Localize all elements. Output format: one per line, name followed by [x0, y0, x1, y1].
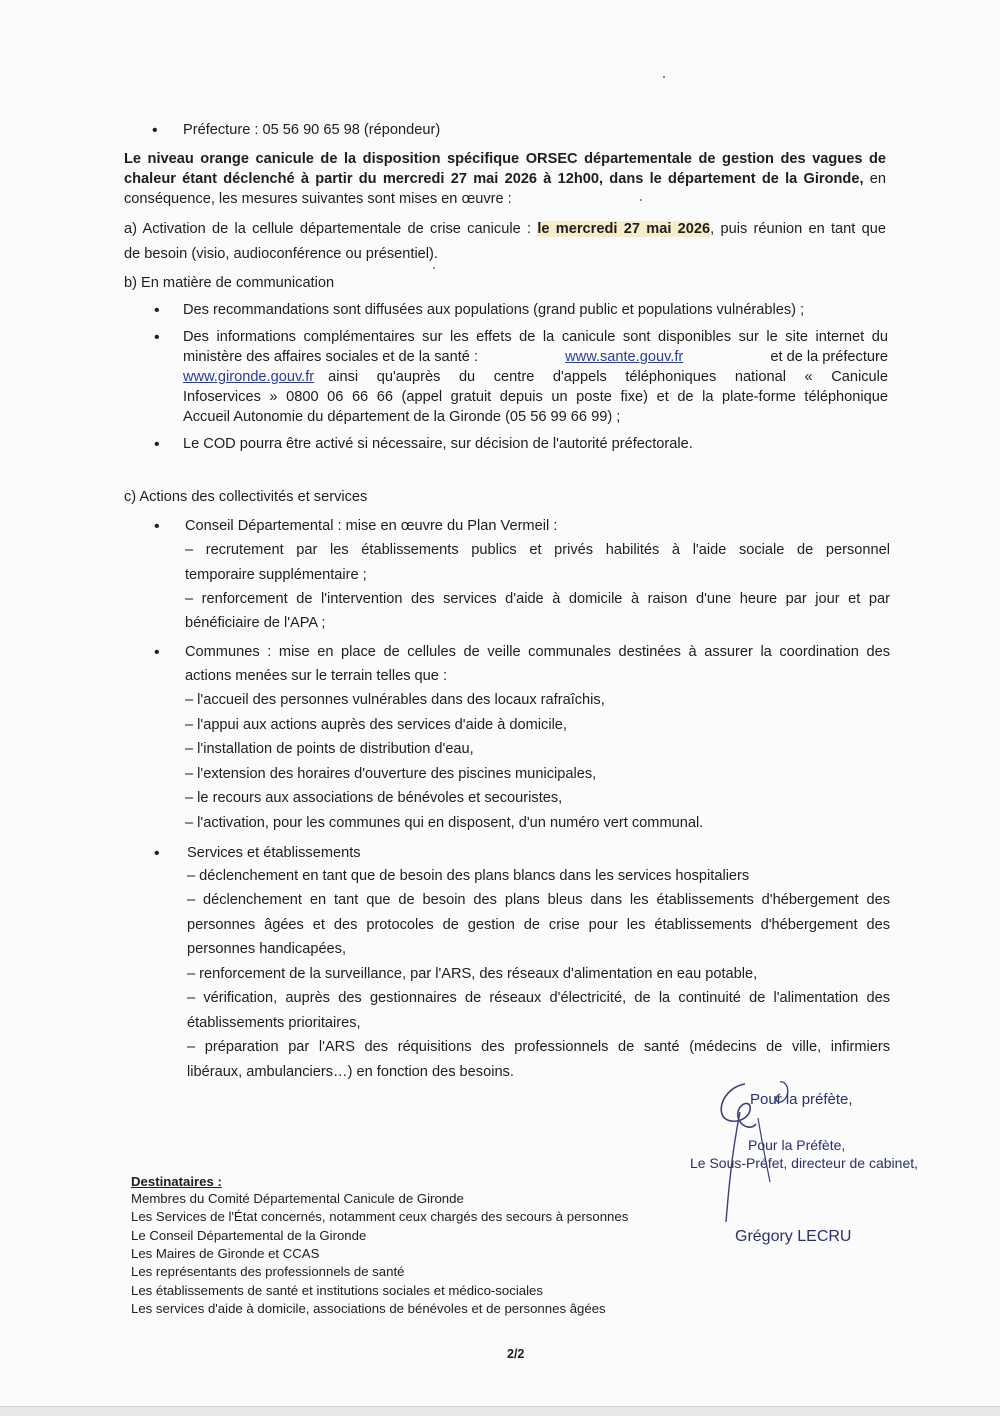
intro-line-2: [124, 169, 886, 189]
scan-speck: [663, 76, 665, 78]
communes-title-line-1: Communes : mise en place de cellules de veille communales destinées à assurer la coordination des: [185, 644, 890, 660]
services-item-2-line-3: personnes handicapées,: [187, 941, 347, 957]
scan-speck: [640, 199, 642, 201]
section-a-line-1: [124, 219, 886, 239]
bullet-icon: •: [154, 644, 160, 661]
section-b-bullet-2-line-4: Infoservices » 0800 06 66 66 (appel gratuit depuis un poste fixe) et de la plate-forme téléphonique: [183, 389, 888, 405]
page-number: 2/2: [507, 1347, 525, 1361]
communes-item: – l'activation, pour les communes qui en disposent, d'un numéro vert communal.: [185, 815, 704, 831]
bullet-icon: •: [154, 329, 160, 346]
signature-handwritten: Pour la préfète,: [750, 1091, 853, 1108]
section-b-bullet-2-line-5: Accueil Autonomie du département de la Gironde (05 56 99 66 99) ;: [183, 409, 621, 425]
intro-line-2-bold: chaleur étant déclenché à partir du mercredi 27 mai 2026 à 12h00, dans le département de la Gironde,: [124, 171, 864, 187]
section-b-bullet-2-line-3: [183, 367, 888, 387]
section-b-bullet-2-line-2: [183, 347, 888, 367]
section-a-prefix: a) Activation de la cellule départementale de crise canicule :: [124, 221, 538, 237]
section-b-heading: b) En matière de communication: [124, 275, 335, 291]
services-item-2-line-2: personnes âgées et des protocoles de gestion de crise pour les établissements d'hébergement des: [187, 917, 890, 933]
signature-line-2: Le Sous-Préfet, directeur de cabinet,: [690, 1155, 919, 1171]
bullet-icon: •: [152, 122, 158, 139]
recipient-item: Les établissements de santé et institutions sociales et médico-sociales: [131, 1283, 543, 1298]
bullet-icon: •: [154, 302, 160, 319]
prefecture-phone: Préfecture : 05 56 90 65 98 (répondeur): [183, 122, 441, 138]
recipient-item: Les Services de l'État concernés, notamment ceux chargés des secours à personnes: [131, 1209, 629, 1224]
communes-item: – l'appui aux actions auprès des services d'aide à domicile,: [185, 717, 567, 733]
services-item-1: – déclenchement en tant que de besoin des plans blancs dans les services hospitaliers: [187, 868, 750, 884]
services-item-5-line-1: – préparation par l'ARS des réquisitions des professionnels de santé (médecins de ville, infirmiers: [187, 1039, 890, 1055]
recipient-item: Les services d'aide à domicile, associations de bénévoles et de personnes âgées: [131, 1301, 606, 1316]
recipient-item: Le Conseil Départemental de la Gironde: [131, 1228, 367, 1243]
section-a-suffix: , puis réunion en tant que: [710, 221, 886, 237]
signature-line-1: Pour la Préfète,: [748, 1137, 846, 1153]
section-b-bullet-1: Des recommandations sont diffusées aux populations (grand public et populations vulnérables) ;: [183, 302, 805, 318]
cd-item-2-line-1: – renforcement de l'intervention des services d'aide à domicile à raison d'une heure par jour et par: [185, 591, 890, 607]
communes-item: – l'extension des horaires d'ouverture des piscines municipales,: [185, 766, 597, 782]
communes-item: – l'installation de points de distribution d'eau,: [185, 741, 474, 757]
intro-line-3: conséquence, les mesures suivantes sont mises en œuvre :: [124, 191, 512, 207]
services-item-4-line-2: établissements prioritaires,: [187, 1015, 361, 1031]
gironde-gouv-link[interactable]: www.gironde.gouv.fr: [183, 369, 315, 385]
section-a-line-2: de besoin (visio, audioconférence ou présentiel).: [124, 246, 438, 262]
communes-item: – l'accueil des personnes vulnérables dans des locaux rafraîchis,: [185, 692, 605, 708]
bullet-icon: •: [154, 518, 160, 535]
section-c-heading: c) Actions des collectivités et services: [124, 489, 368, 505]
cd-item-1-line-1: – recrutement par les établissements publics et privés habilités à l'aide sociale de personnel: [185, 542, 890, 558]
recipient-item: Les Maires de Gironde et CCAS: [131, 1246, 320, 1261]
call-center-text: ainsi qu'auprès du centre d'appels téléphoniques national « Canicule: [328, 369, 888, 385]
intro-line-2-rest: en: [863, 171, 887, 187]
services-title: Services et établissements: [187, 845, 361, 861]
cd-item-2-line-2: bénéficiaire de l'APA ;: [185, 615, 326, 631]
recipient-item: Membres du Comité Départemental Canicule de Gironde: [131, 1191, 464, 1206]
communes-item: – le recours aux associations de bénévoles et secouristes,: [185, 790, 563, 806]
section-b-bullet-3: Le COD pourra être activé si nécessaire, sur décision de l'autorité préfectorale.: [183, 436, 693, 452]
intro-line-1: Le niveau orange canicule de la disposition spécifique ORSEC départementale de gestion des vagues de: [124, 151, 886, 167]
sante-gouv-link[interactable]: www.sante.gouv.fr: [565, 349, 684, 365]
communes-title-line-2: actions menées sur le terrain telles que :: [185, 668, 448, 684]
services-item-4-line-1: – vérification, auprès des gestionnaires de réseaux d'électricité, de la continuité de l'alimentation des: [187, 990, 890, 1006]
ministry-text: ministère des affaires sociales et de la santé :: [183, 349, 479, 365]
services-item-5-line-2: libéraux, ambulanciers…) en fonction des besoins.: [187, 1064, 514, 1080]
section-a-date-highlight: le mercredi 27 mai 2026: [537, 221, 711, 237]
section-b-bullet-2-line-1: Des informations complémentaires sur les effets de la canicule sont disponibles sur le site internet du: [183, 329, 888, 345]
bullet-icon: •: [154, 436, 160, 453]
recipient-item: Les représentants des professionnels de santé: [131, 1264, 405, 1279]
recipients-heading: Destinataires :: [131, 1174, 222, 1189]
bullet-icon: •: [154, 845, 160, 862]
signatory-name: Grégory LECRU: [735, 1228, 852, 1245]
cd-item-1-line-2: temporaire supplémentaire ;: [185, 567, 367, 583]
cd-title: Conseil Départemental : mise en œuvre du Plan Vermeil :: [185, 518, 558, 534]
scan-speck: [433, 267, 435, 269]
services-item-3: – renforcement de la surveillance, par l'ARS, des réseaux d'alimentation en eau potable,: [187, 966, 758, 982]
prefecture-text: et de la préfecture: [770, 349, 888, 365]
services-item-2-line-1: – déclenchement en tant que de besoin des plans bleus dans les établissements d'hébergement des: [187, 892, 890, 908]
